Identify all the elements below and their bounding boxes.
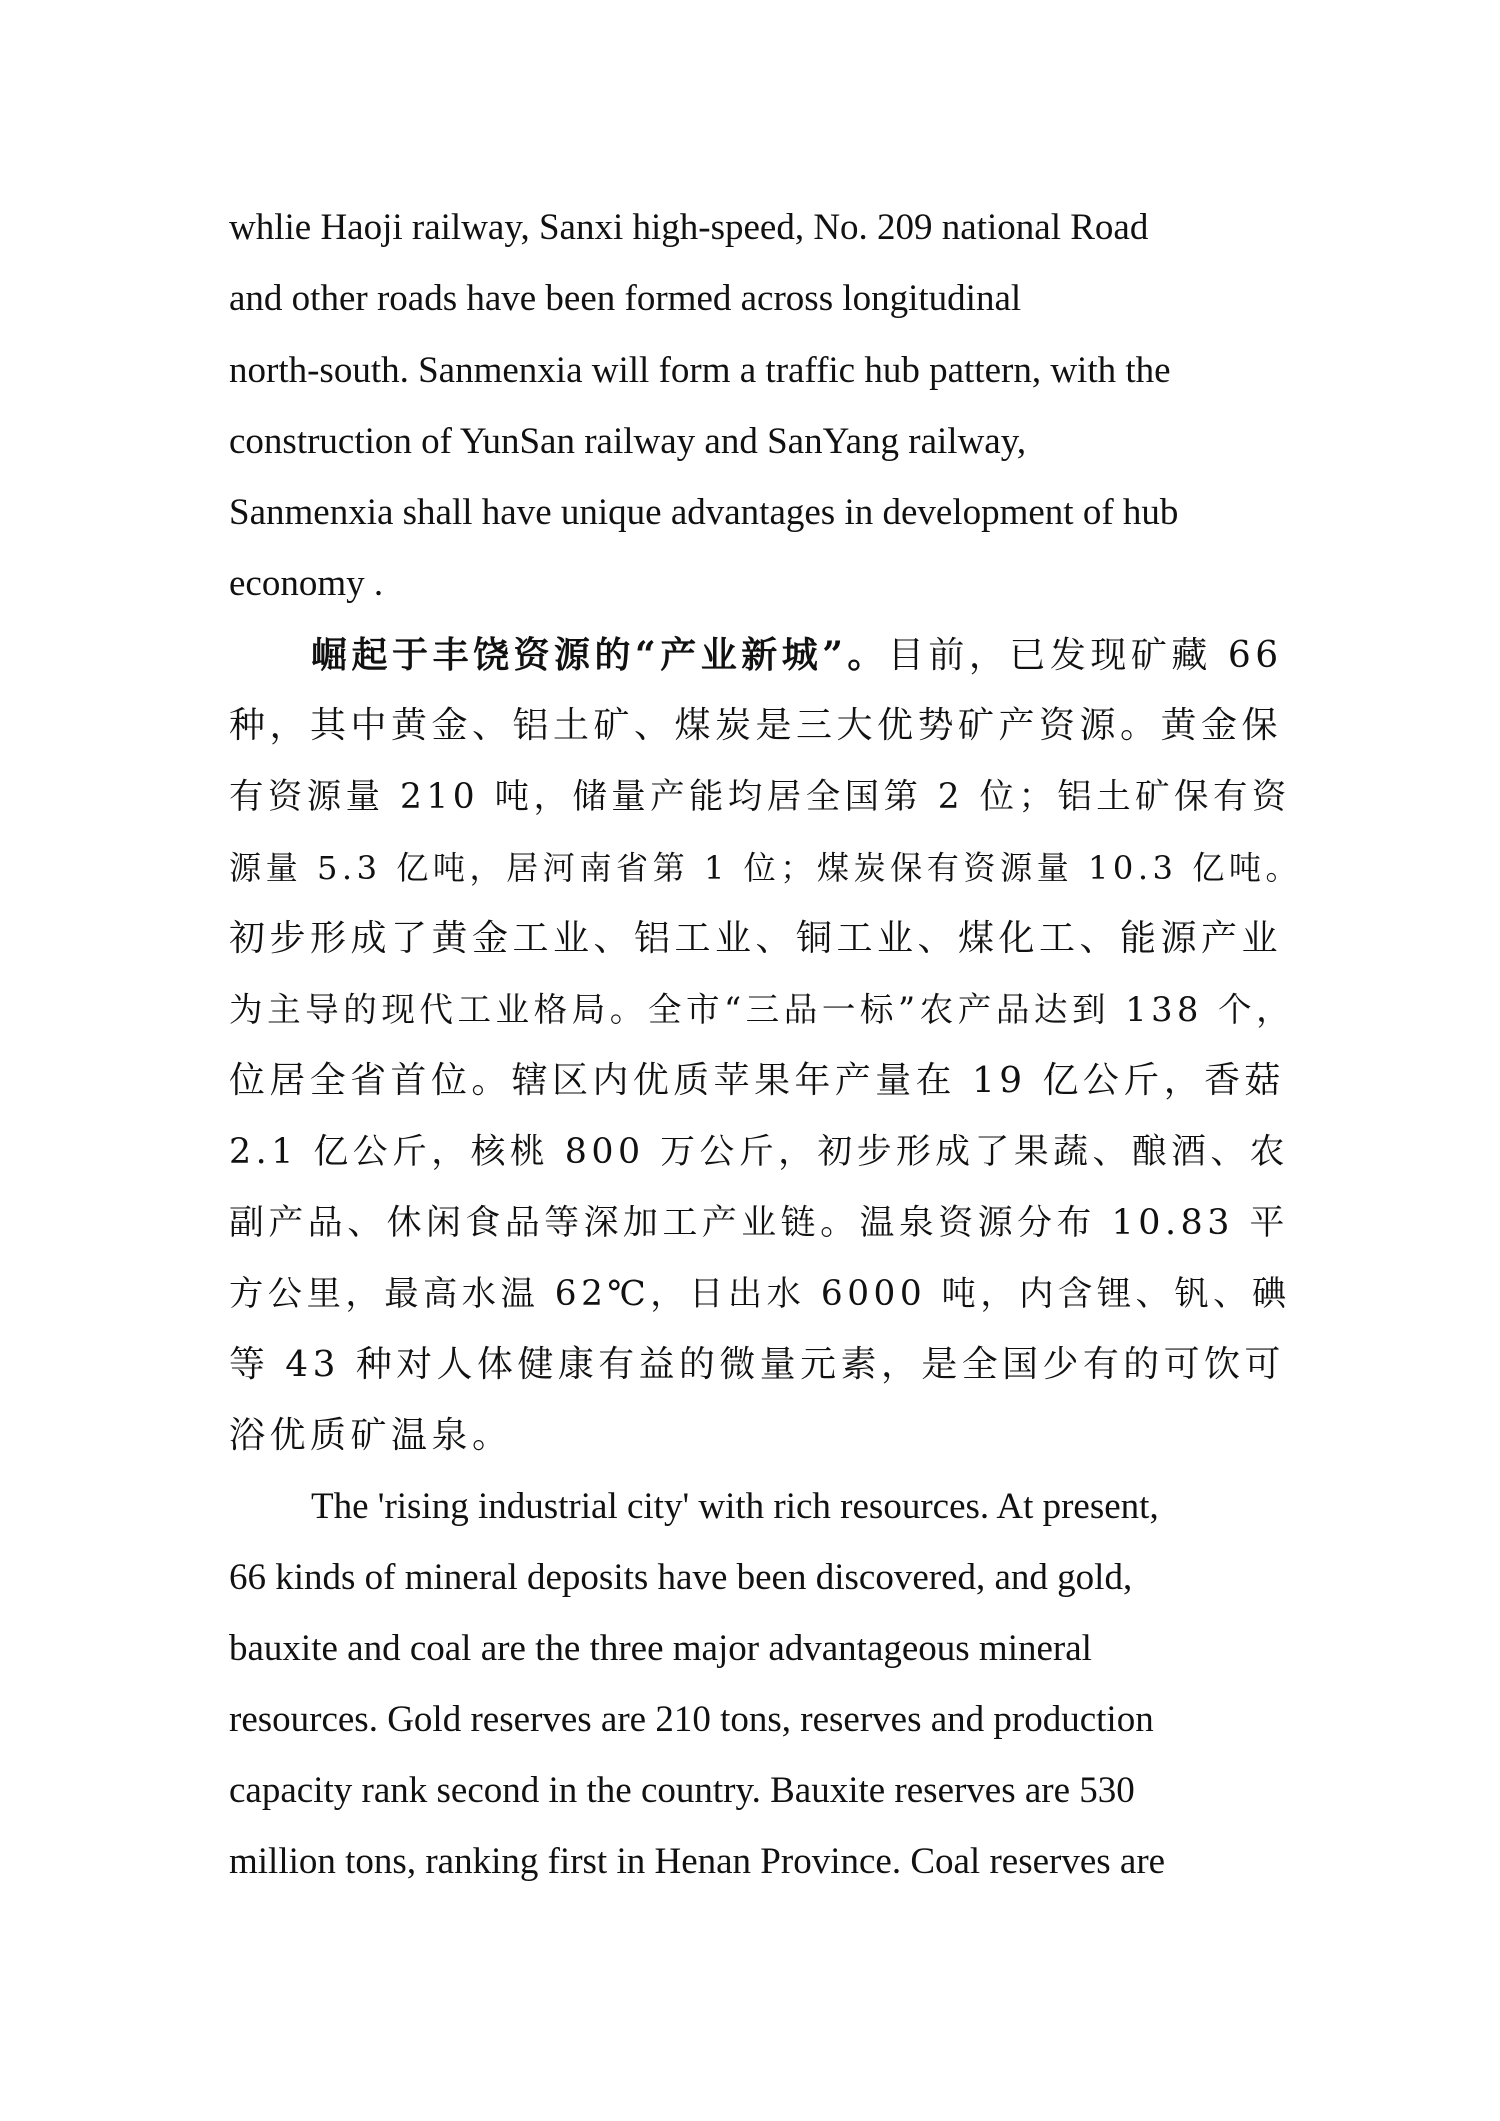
cn-para-line-5: 初步形成了黄金工业、铝工业、铜工业、煤化工、能源产业 [229, 918, 1283, 959]
cn-para-line-4: 源量 5.3 亿吨，居河南省第 1 位；煤炭保有资源量 10.3 亿吨。 [229, 849, 1303, 887]
en-para2-line-5: capacity rank second in the country. Bauxite reserves are 530 [229, 1770, 1135, 1811]
en-para1-line-6: economy . [229, 563, 384, 604]
cn-para-line-3: 有资源量 210 吨，储量产能均居全国第 2 位；铝土矿保有资 [229, 777, 1291, 817]
cn-para-line-12: 浴优质矿温泉。 [229, 1415, 513, 1456]
en-para2-line-1: The 'rising industrial city' with rich resources. At present, [311, 1486, 1159, 1527]
cn-para-first-line-rest: 目前，已发现矿藏 66 [887, 635, 1283, 676]
cn-para-line-8: 2.1 亿公斤，核桃 800 万公斤，初步形成了果蔬、酿酒、农 [229, 1132, 1289, 1172]
en-para1-line-4: construction of YunSan railway and SanYang railway, [229, 421, 1027, 462]
en-para1-line-5: Sanmenxia shall have unique advantages in development of hub [229, 492, 1179, 533]
cn-para-heading: 崛起于丰饶资源的“产业新城”。 [311, 634, 888, 676]
cn-para-line-11: 等 43 种对人体健康有益的微量元素，是全国少有的可饮可 [229, 1344, 1285, 1385]
en-para1-line-3: north-south. Sanmenxia will form a traffic hub pattern, with the [229, 350, 1171, 391]
en-para2-line-2: 66 kinds of mineral deposits have been discovered, and gold, [229, 1557, 1133, 1598]
cn-para-line-6: 为主导的现代工业格局。全市“三品一标”农产品达到 138 个， [229, 990, 1295, 1029]
cn-para-line-1 [311, 632, 1283, 679]
cn-para-line-7: 位居全省首位。辖区内优质苹果年产量在 19 亿公斤，香菇 [229, 1060, 1285, 1101]
en-para2-line-3: bauxite and coal are the three major advantageous mineral [229, 1628, 1092, 1669]
en-para2-line-6: million tons, ranking first in Henan Province. Coal reserves are [229, 1841, 1166, 1882]
en-para2-line-4: resources. Gold reserves are 210 tons, reserves and production [229, 1699, 1154, 1740]
en-para1-line-2: and other roads have been formed across longitudinal [229, 278, 1022, 319]
cn-para-line-2: 种，其中黄金、铝土矿、煤炭是三大优势矿产资源。黄金保 [229, 705, 1283, 746]
cn-para-line-9: 副产品、休闲食品等深加工产业链。温泉资源分布 10.83 平 [229, 1203, 1289, 1243]
cn-para-line-10: 方公里，最高水温 62℃，日出水 6000 吨，内含锂、钒、碘 [229, 1274, 1291, 1314]
en-para1-line-1: whlie Haoji railway, Sanxi high-speed, No. 209 national Road [229, 207, 1149, 248]
